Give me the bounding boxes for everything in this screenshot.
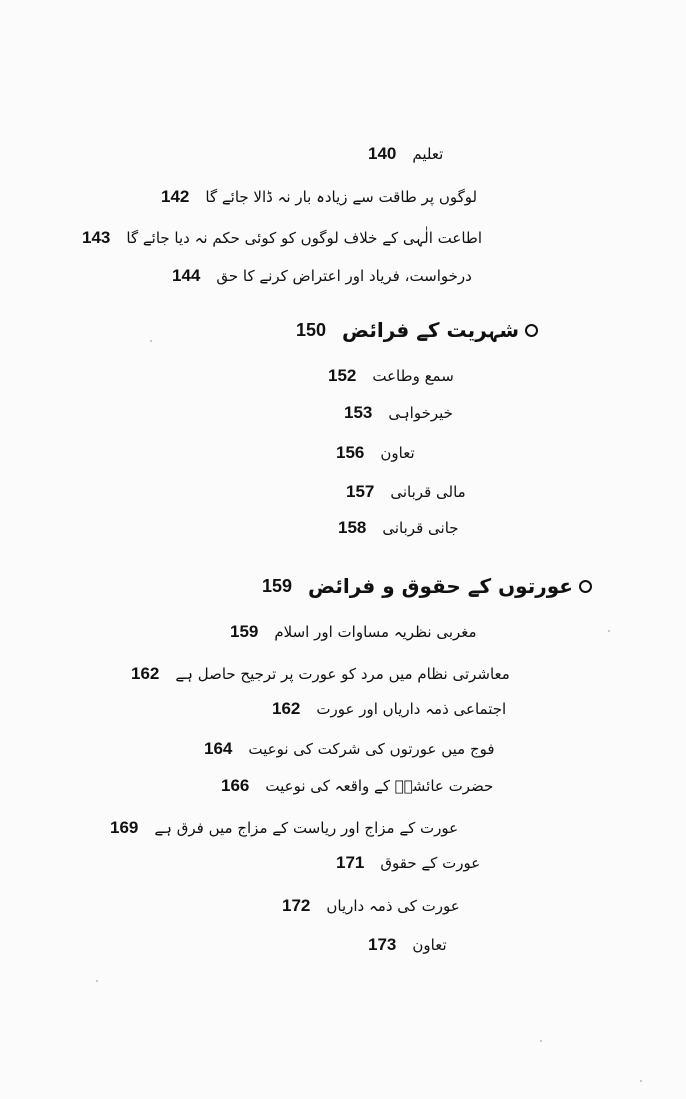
toc-entry [328, 366, 454, 386]
toc-section-heading [262, 574, 592, 598]
bullet-circle-icon [579, 580, 592, 593]
paper-speck [96, 980, 98, 982]
toc-entry [368, 144, 443, 164]
page-number: 162 [272, 699, 301, 718]
page-number: 172 [282, 896, 311, 915]
paper-speck [540, 1040, 542, 1042]
entry-title: فوج میں عورتوں کی شرکت کی نوعیت [248, 740, 495, 758]
toc-entry [230, 622, 477, 642]
entry-title: مالی قربانی [390, 483, 466, 501]
entry-title: خیرخواہی [388, 404, 453, 422]
entry-title: عورت کے مزاج اور ریاست کے مزاج میں فرق ہے [154, 819, 459, 837]
entry-title: لوگوں پر طاقت سے زیادہ بار نہ ڈالا جائے گا [205, 188, 478, 206]
entry-title: سمع وطاعت [372, 367, 454, 385]
page-number: 144 [172, 266, 201, 285]
page-number: 140 [368, 144, 397, 163]
toc-entry [204, 739, 495, 759]
page-number: 157 [346, 482, 375, 501]
page-number: 173 [368, 935, 397, 954]
toc-entry [272, 699, 506, 719]
toc-entry [336, 443, 415, 463]
page-number: 169 [110, 818, 139, 837]
entry-title: عورت کے حقوق [380, 854, 481, 872]
paper-speck [150, 340, 152, 342]
section-title: شہریت کے فرائض [342, 318, 520, 342]
toc-entry [368, 935, 447, 955]
toc-entry [110, 818, 458, 838]
paper-speck [640, 1080, 642, 1082]
entry-title: درخواست، فریاد اور اعتراض کرنے کا حق [216, 267, 472, 285]
entry-title: جانی قربانی [382, 519, 459, 537]
toc-entry [338, 518, 459, 538]
toc-entry [282, 896, 460, 916]
toc-entry [82, 228, 482, 248]
entry-title: عورت کی ذمہ داریاں [326, 897, 460, 915]
page-number: 162 [131, 664, 160, 683]
toc-entry [346, 482, 466, 502]
page-number: 156 [336, 443, 365, 462]
entry-title: تعاون [380, 444, 415, 462]
page-number: 153 [344, 403, 373, 422]
page-number: 143 [82, 228, 111, 247]
paper-speck [608, 630, 610, 632]
toc-section-heading [296, 318, 538, 342]
page-number: 152 [328, 366, 357, 385]
page-number: 159 [230, 622, 259, 641]
toc-entry [131, 664, 510, 684]
toc-entry [172, 266, 472, 286]
entry-title: تعلیم [412, 145, 444, 163]
entry-title: حضرت عائشہؓ کے واقعہ کی نوعیت [265, 777, 494, 795]
page-number: 159 [262, 575, 293, 596]
page-number: 142 [161, 187, 190, 206]
page-number: 171 [336, 853, 365, 872]
toc-entry [161, 187, 477, 207]
page-number: 166 [221, 776, 250, 795]
entry-title: اجتماعی ذمہ داریاں اور عورت [316, 700, 507, 718]
toc-entry [336, 853, 480, 873]
entry-title: معاشرتی نظام میں مرد کو عورت پر ترجیح حاصل ہے [175, 665, 510, 683]
bullet-circle-icon [525, 324, 538, 337]
page-number: 164 [204, 739, 233, 758]
entry-title: مغربی نظریہ مساوات اور اسلام [274, 623, 477, 641]
page-number: 158 [338, 518, 367, 537]
page-number: 150 [296, 319, 327, 340]
entry-title: تعاون [412, 936, 447, 954]
section-title: عورتوں کے حقوق و فرائض [308, 574, 573, 598]
entry-title: اطاعت الٰہی کے خلاف لوگوں کو کوئی حکم نہ دیا جائے گا [126, 229, 483, 247]
toc-entry [221, 776, 493, 796]
toc-entry [344, 403, 453, 423]
